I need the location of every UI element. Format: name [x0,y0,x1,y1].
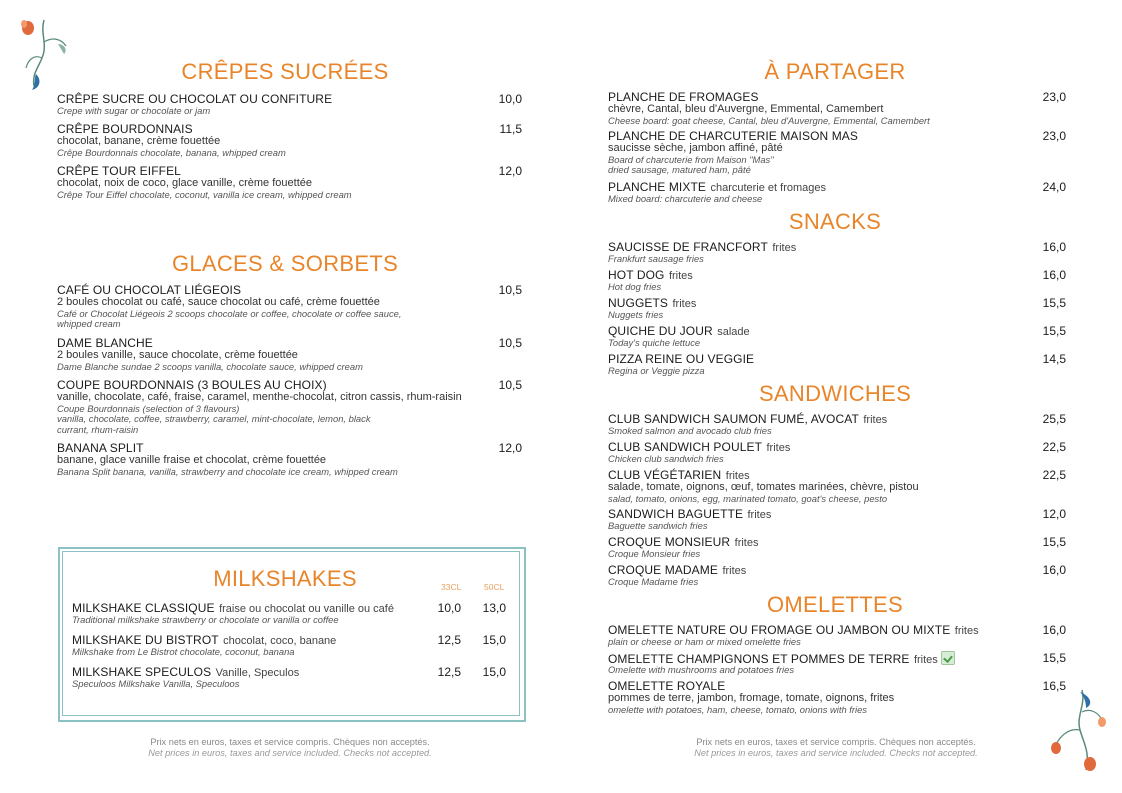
item-english: Baguette sandwich fries [608,520,708,531]
item-english: Smoked salmon and avocado club fries [608,425,772,436]
menu-item [608,296,1066,321]
menu-item [608,324,1066,349]
menu-item [57,122,522,158]
item-subtitle: frites [913,654,938,666]
item-english: vanilla, chocolate, coffee, strawberry, caramel, mint-chocolate, lemon, black [57,413,371,424]
item-price-50cl: 13,0 [482,601,506,615]
item-price: 25,5 [1042,412,1066,426]
section-title-snacks: SNACKS [788,209,882,234]
item-english: Hot dog fries [608,281,662,292]
menu-item [608,352,1066,377]
item-price: 10,5 [498,283,522,297]
item-english: Crêpe Bourdonnais chocolate, banana, whipped cream [57,146,286,158]
item-name: HOT DOG [608,268,665,282]
item-subtitle: frites [772,242,797,254]
item-price-50cl: 15,0 [482,633,506,647]
footer-note [606,737,1066,758]
menu-item [72,665,508,690]
item-name: OMELETTE NATURE OU FROMAGE OU JAMBON OU MIXTE [608,623,951,637]
item-description: vanille, chocolate, café, fraise, caramel, menthe-chocolat, citron cassis, rhum-raisin [57,391,462,403]
footer-french: Prix nets en euros, taxes et service compris. Chèques non acceptés. [696,737,976,747]
item-price: 12,0 [498,441,522,455]
item-price: 12,0 [498,164,522,178]
item-subtitle: chocolat, coco, banane [223,635,337,647]
menu-item [608,240,1066,265]
item-name: CLUB SANDWICH POULET [608,440,763,454]
menu-item [608,563,1066,588]
footer-note [60,737,520,758]
menu-item [57,441,522,477]
item-english: Crêpe Tour Eiffel chocolate, coconut, vanilla ice cream, whipped cream [57,188,352,200]
item-name: CROQUE MADAME [608,563,718,577]
item-description: pommes de terre, jambon, fromage, tomate, oignons, frites [608,692,895,704]
item-description: banane, glace vanille fraise et chocolat, crème fouettée [57,454,327,466]
menu-item [608,268,1066,293]
section-title-partager: À PARTAGER [764,59,906,84]
menu-item [57,164,522,200]
item-subtitle: frites [734,537,759,549]
menu-item [608,440,1066,465]
vegetarian-leaf-icon [941,651,955,665]
item-subtitle: frites [766,442,791,454]
item-subtitle: frites [672,298,697,310]
item-name: MILKSHAKE DU BISTROT [72,633,219,647]
item-description: chocolat, banane, crème fouettée [57,135,221,147]
section-title-crepes: CRÊPES SUCRÉES [181,59,389,84]
item-english: Omelette with mushrooms and potatoes fries [608,664,795,675]
item-name: MILKSHAKE CLASSIQUE [72,601,215,615]
item-price: 22,5 [1042,468,1066,482]
item-english: Croque Madame fries [608,576,699,587]
item-subtitle: fraise ou chocolat ou vanille ou café [219,603,394,615]
section-title-milkshakes: MILKSHAKES [213,566,357,591]
item-price-33cl: 12,5 [437,665,461,679]
footer-english: Net prices in euros, taxes and service included. Checks not accepted. [694,747,978,758]
menu-item [57,336,522,372]
item-english: Banana Split banana, vanilla, strawberry and chocolate ice cream, whipped cream [57,465,398,477]
item-price: 22,5 [1042,440,1066,454]
item-description: saucisse sèche, jambon affiné, pâté [608,142,783,154]
item-price: 16,5 [1042,679,1066,693]
menu-item [57,283,522,330]
item-english: Cheese board: goat cheese, Cantal, bleu d'Auvergne, Emmental, Camembert [608,114,930,126]
item-price: 15,5 [1042,535,1066,549]
item-price: 15,5 [1042,324,1066,338]
footer-french: Prix nets en euros, taxes et service compris. Chèques non acceptés. [150,737,430,747]
menu-item [608,90,1066,126]
item-price: 23,0 [1042,129,1066,143]
item-price-33cl: 10,0 [437,601,461,615]
item-english: dried sausage, matured ham, pâté [608,164,751,175]
section-title-sandwiches: SANDWICHES [758,381,912,406]
menu-item [608,412,1066,437]
item-name: BANANA SPLIT [57,441,144,455]
item-subtitle: frites [668,270,693,282]
item-name: MILKSHAKE SPECULOS [72,665,212,679]
footer-english: Net prices in euros, taxes and service included. Checks not accepted. [148,747,432,758]
item-price: 24,0 [1042,180,1066,194]
item-price: 14,5 [1042,352,1066,366]
item-description: chocolat, noix de coco, glace vanille, crème fouettée [57,177,312,189]
menu-item [608,507,1066,532]
item-price-33cl: 12,5 [437,633,461,647]
item-price: 16,0 [1042,240,1066,254]
menu-item [608,623,1066,648]
item-english: Dame Blanche sundae 2 scoops vanilla, chocolate sauce, whipped cream [57,360,363,372]
item-price: 23,0 [1042,90,1066,104]
item-name: PLANCHE DE CHARCUTERIE MAISON MAS [608,129,859,143]
item-name: PLANCHE DE FROMAGES [608,90,759,104]
item-name: CRÊPE SUCRE OU CHOCOLAT OU CONFITURE [57,92,333,106]
menu-item [608,468,1066,504]
item-english: currant, rhum-raisin [57,423,139,435]
item-name: CROQUE MONSIEUR [608,535,731,549]
item-english: Café or Chocolat Liégeois 2 scoops chocolate or coffee, chocolate or coffee sauce, [57,307,402,319]
item-subtitle: frites [954,625,979,637]
column-header-33cl: 33CL [441,582,462,592]
menu-item [57,378,522,435]
item-subtitle: Vanille, Speculos [215,667,300,679]
item-english: Nuggets fries [608,309,664,320]
item-subtitle: salade [717,326,750,338]
item-english: whipped cream [57,318,121,329]
item-description: salade, tomate, oignons, œuf, tomates marinées, chèvre, pistou [608,481,919,493]
item-name: CRÊPE BOURDONNAIS [57,122,193,136]
item-name: QUICHE DU JOUR [608,324,713,338]
item-subtitle: frites [725,470,750,482]
column-header-50cl: 50CL [484,582,505,592]
item-price-50cl: 15,0 [482,665,506,679]
item-name: CLUB VÉGÉTARIEN [608,468,722,482]
item-english: Board of charcuterie from Maison "Mas" [608,153,774,165]
item-english: Mixed board: charcuterie and cheese [608,193,763,204]
item-subtitle: frites [722,565,747,577]
item-price: 12,0 [1042,507,1066,521]
item-price: 10,5 [498,378,522,392]
item-english: Croque Monsieur fries [608,548,701,559]
menu-item [608,129,1066,176]
item-name: PIZZA REINE OU VEGGIE [608,352,755,366]
item-subtitle: frites [747,509,772,521]
item-price: 15,5 [1042,296,1066,310]
item-subtitle: charcuterie et fromages [710,182,827,194]
item-name: COUPE BOURDONNAIS (3 BOULES AU CHOIX) [57,378,327,392]
item-name: NUGGETS [608,296,669,310]
item-english: salad, tomato, onions, egg, marinated tomato, goat's cheese, pesto [608,492,888,504]
item-english: Milkshake from Le Bistrot chocolate, coconut, banana [72,646,295,657]
menu-item [57,92,522,117]
item-name: OMELETTE CHAMPIGNONS ET POMMES DE TERRE [608,652,910,666]
item-name: OMELETTE ROYALE [608,679,726,693]
item-price: 16,0 [1042,563,1066,577]
item-english: Today's quiche lettuce [608,337,701,348]
item-price: 16,0 [1042,623,1066,637]
item-price: 15,5 [1042,651,1066,665]
item-name: CAFÉ OU CHOCOLAT LIÉGEOIS [57,283,242,297]
item-english: Chicken club sandwich fries [608,453,724,464]
item-english: Traditional milkshake strawberry or chocolate or vanilla or coffee [72,614,339,625]
item-name: CRÊPE TOUR EIFFEL [57,164,181,178]
item-english: Coupe Bourdonnais (selection of 3 flavours) [57,402,240,414]
menu-item [608,535,1066,560]
item-english: Regina or Veggie pizza [608,365,705,376]
item-price: 10,0 [498,92,522,106]
item-name: PLANCHE MIXTE [608,180,706,194]
section-title-glaces: GLACES & SORBETS [171,251,399,276]
item-description: chèvre, Cantal, bleu d'Auvergne, Emmental, Camembert [608,103,884,115]
item-price: 10,5 [498,336,522,350]
menu-item [72,601,508,626]
item-english: Speculoos Milkshake Vanilla, Speculoos [72,678,240,689]
menu-item [72,633,508,658]
item-english: Crepe with sugar or chocolate or jam [57,105,211,116]
item-name: CLUB SANDWICH SAUMON FUMÉ, AVOCAT [608,412,859,426]
menu-item [608,679,1066,715]
item-name: SANDWICH BAGUETTE [608,507,744,521]
item-price: 11,5 [499,122,522,136]
item-english: Frankfurt sausage fries [608,253,704,264]
item-english: plain or cheese or ham or mixed omelette fries [608,636,801,647]
menu-item [608,180,1066,205]
item-description: 2 boules vanille, sauce chocolate, crème fouettée [57,349,298,361]
item-price: 16,0 [1042,268,1066,282]
menu-item [608,651,1066,676]
item-description: 2 boules chocolat ou café, sauce chocolat ou café, crème fouettée [57,296,380,308]
section-title-omelettes: OMELETTES [767,592,903,617]
item-english: omelette with potatoes, ham, cheese, tomato, onions with fries [608,703,867,715]
item-name: DAME BLANCHE [57,336,153,350]
floral-ornament-icon [14,14,74,92]
item-name: SAUCISSE DE FRANCFORT [608,240,768,254]
item-subtitle: frites [863,414,888,426]
